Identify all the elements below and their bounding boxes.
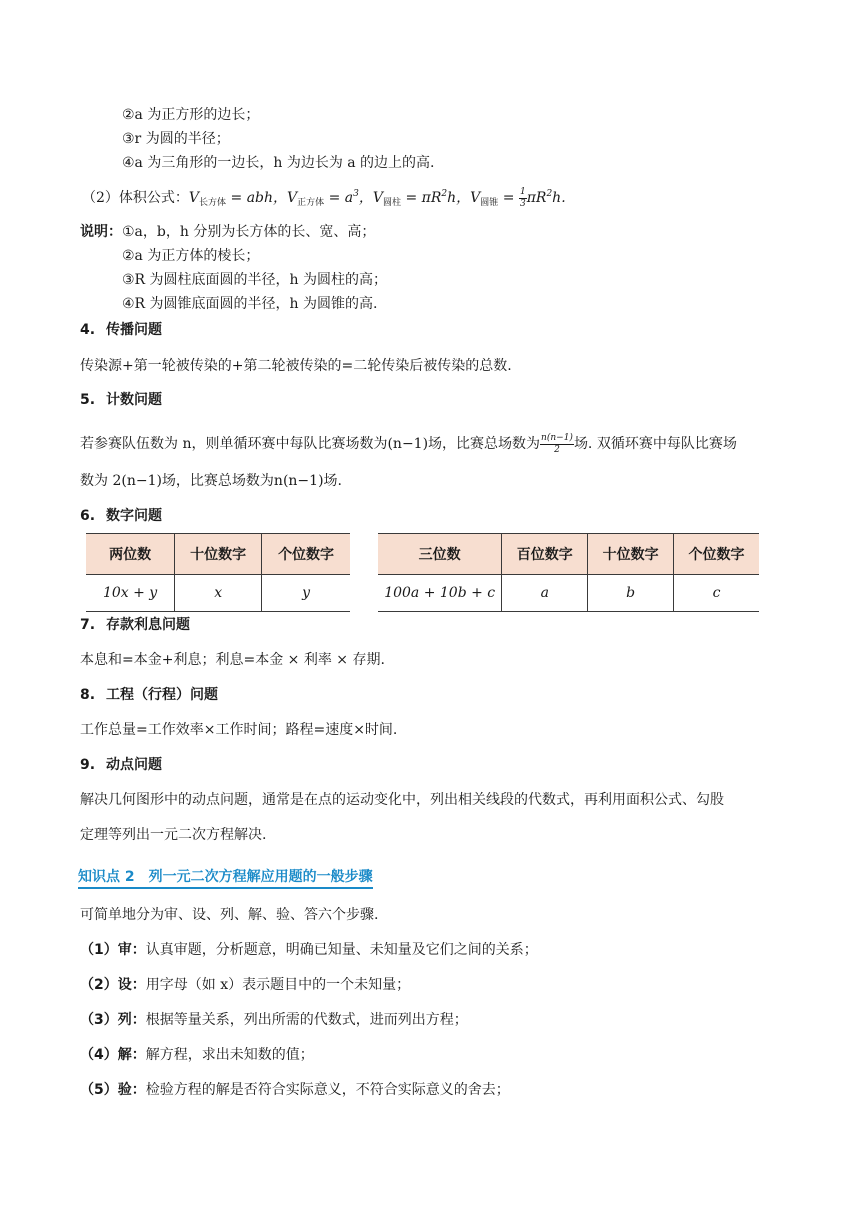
section-5-heading: 5. 计数问题 — [80, 392, 162, 408]
note-label: 说明： — [80, 224, 122, 240]
volume-note-1: 说明：①a，b，h 分别为长方体的长、宽、高； — [80, 224, 376, 240]
table-cell: a — [502, 575, 588, 612]
knowledge-point-title: 列一元二次方程解应用题的一般步骤 — [148, 869, 373, 885]
section-5-line-2: 数为 2(n−1)场，比赛总场数为n(n−1)场. — [80, 473, 342, 489]
steps-intro: 可简单地分为审、设、列、解、验、答六个步骤. — [80, 907, 379, 923]
table-header: 十位数字 — [175, 534, 262, 575]
section-8-heading: 8. 工程（行程）问题 — [80, 687, 218, 703]
table-header: 百位数字 — [502, 534, 588, 575]
area-note-2: ②a 为正方形的边长； — [122, 107, 260, 123]
table-cell: c — [674, 575, 759, 612]
match-count-fraction: $\frac{n(n-1)}{2}$ — [541, 432, 573, 455]
three-digit-table — [378, 533, 759, 612]
step-5: （5）验：检验方程的解是否符合实际意义，不符合实际意义的舍去； — [80, 1082, 510, 1098]
table-cell: b — [588, 575, 674, 612]
step-1: （1）审：认真审题，分析题意，明确已知量、未知量及它们之间的关系； — [80, 942, 538, 958]
section-9-body-2: 定理等列出一元二次方程解决. — [80, 827, 267, 843]
two-digit-table — [86, 533, 350, 612]
knowledge-point-tag: 知识点 2 — [78, 869, 135, 885]
step-3: （3）列：根据等量关系，列出所需的代数式，进而列出方程； — [80, 1012, 468, 1028]
volume-formula-label: （2）体积公式： — [82, 190, 189, 206]
section-9-body-1: 解决几何图形中的动点问题，通常是在点的运动变化中，列出相关线段的代数式，再利用面积公式、勾股 — [80, 792, 724, 808]
section-7-heading: 7. 存款利息问题 — [80, 617, 190, 633]
table-cell: 100a + 10b + c — [378, 575, 502, 612]
table-cell: x — [175, 575, 262, 612]
volume-note-3: ③R 为圆柱底面圆的半径，h 为圆柱的高； — [122, 272, 388, 288]
table-cell: y — [262, 575, 350, 612]
volume-formula: （2）体积公式：$V_{长方体}$ = abh，$V_{正方体} = a^3$，$V_{圆柱} = \pi R^2h$，$V_{圆锥}$ = $\frac{1}{3}$ $\pi R^2h$. — [82, 186, 566, 209]
table-header: 两位数 — [86, 534, 175, 575]
knowledge-point-heading — [78, 866, 373, 889]
section-6-heading: 6. 数字问题 — [80, 508, 162, 524]
table-cell: 10x + y — [86, 575, 175, 612]
section-5-line-1: 若参赛队伍数为 n，则单循环赛中每队比赛场数为(n−1)场，比赛总场数为 $\frac{n(n-1)}{2}$ 场. 双循环赛中每队比赛场 — [80, 432, 737, 455]
step-2: （2）设：用字母（如 x）表示题目中的一个未知量； — [80, 977, 411, 993]
section-4-heading: 4. 传播问题 — [80, 322, 162, 338]
section-8-body: 工作总量=工作效率×工作时间；路程=速度×时间. — [80, 722, 398, 738]
volume-note-2: ②a 为正方体的棱长； — [122, 248, 260, 264]
volume-note-4: ④R 为圆锥底面圆的半径，h 为圆锥的高. — [122, 296, 378, 312]
table-header: 个位数字 — [674, 534, 759, 575]
one-third-fraction: $\frac{1}{3}$ — [519, 186, 526, 209]
section-9-heading: 9. 动点问题 — [80, 757, 162, 773]
table-header: 十位数字 — [588, 534, 674, 575]
table-header: 三位数 — [378, 534, 502, 575]
area-note-3: ③r 为圆的半径； — [122, 131, 230, 147]
area-note-4: ④a 为三角形的一边长，h 为边长为 a 的边上的高. — [122, 155, 435, 171]
section-4-body: 传染源+第一轮被传染的+第二轮被传染的=二轮传染后被传染的总数. — [80, 358, 512, 374]
section-7-body: 本息和=本金+利息；利息=本金 × 利率 × 存期. — [80, 652, 385, 668]
table-header: 个位数字 — [262, 534, 350, 575]
step-4: （4）解：解方程，求出未知数的值； — [80, 1047, 314, 1063]
